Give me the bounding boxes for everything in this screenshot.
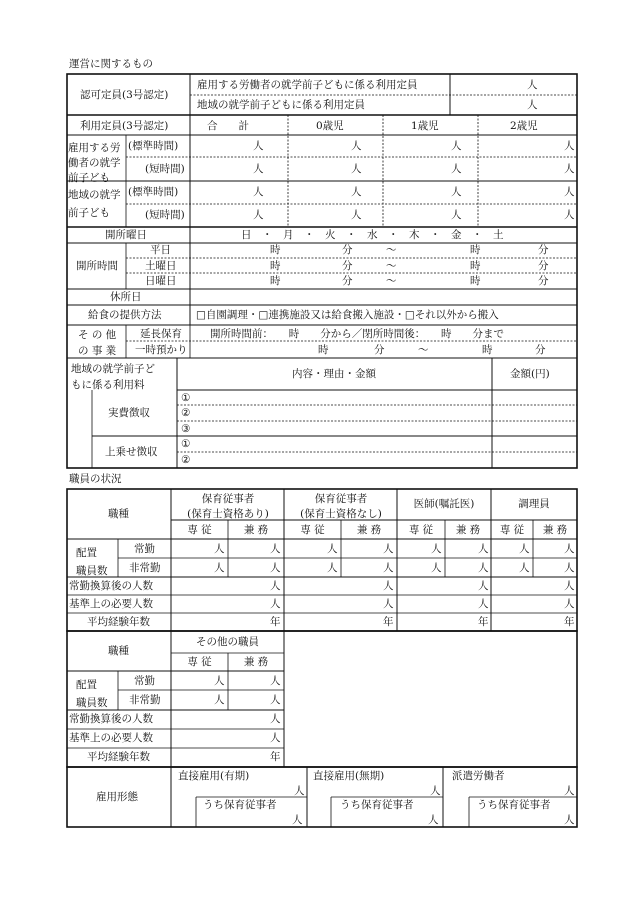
col-doctor: 医師(嘱託医) <box>413 498 475 510</box>
unit-label: 人 <box>253 209 264 221</box>
unit-label: 人 <box>383 598 394 610</box>
other-business-line: の 事 業 <box>78 344 117 357</box>
nursery-worker-sub-label: うち保育従事者 <box>340 799 414 811</box>
unit-label: 人 <box>253 186 264 198</box>
temporary-care-label: 一時預かり <box>135 344 188 356</box>
group2-line: 前子ども <box>68 206 110 219</box>
weekday-label: 平日 <box>150 244 171 256</box>
avg-years-label: 平均経験年数 <box>87 616 150 628</box>
extended-care-label: 延長保育 <box>140 328 182 340</box>
hour-unit: 時 <box>270 260 281 272</box>
unit-label: 人 <box>431 562 442 574</box>
nursery-worker-sub-label: うち保育従事者 <box>477 799 551 811</box>
unit-label: 人 <box>564 814 575 826</box>
unit-label: 人 <box>527 79 538 91</box>
group1-line: 前子ども <box>68 172 110 185</box>
unit-label: 人 <box>214 675 225 687</box>
unit-label: 人 <box>564 562 575 574</box>
minute-unit: 分 <box>538 260 549 272</box>
unit-label: 人 <box>564 209 575 221</box>
fulltime-label: 常勤 <box>134 543 155 555</box>
concurrent: 兼 務 <box>542 524 568 536</box>
col-line: (保育士資格あり) <box>187 507 269 520</box>
surcharge-label: 上乗せ徴収 <box>105 446 158 458</box>
dispatched-label: 派遣労働者 <box>452 770 505 782</box>
riyou-col-total: 合 計 <box>207 120 249 132</box>
fulltime-dedicated: 専 従 <box>499 524 525 536</box>
minute-unit: 分 <box>538 275 549 287</box>
unit-label: 人 <box>478 598 489 610</box>
item-number: ② <box>181 454 191 466</box>
sunday-label: 日曜日 <box>145 275 177 287</box>
parttime-label: 非常勤 <box>129 694 161 706</box>
hour-unit: 時 <box>318 344 329 356</box>
nintei-row1-label: 雇用する労働者の就学前子どもに係る利用定員 <box>197 79 418 91</box>
unit-label: 人 <box>253 140 264 152</box>
staff-count-line: 配置 <box>76 547 97 559</box>
fte-label: 常勤換算後の人数 <box>69 713 153 725</box>
minute-unit: 分 <box>342 260 353 272</box>
section1-heading: 運営に関するもの <box>69 58 153 70</box>
unit-label: 人 <box>564 186 575 198</box>
unit-label: 人 <box>214 562 225 574</box>
col-other-staff: その他の職員 <box>196 636 259 648</box>
concurrent: 兼 務 <box>455 524 481 536</box>
parttime-label: 非常勤 <box>129 562 161 574</box>
unit-label: 人 <box>270 580 281 592</box>
year-unit: 年 <box>270 616 281 628</box>
concurrent: 兼 務 <box>356 524 382 536</box>
other-business-label <box>78 328 116 360</box>
unit-label: 人 <box>351 209 362 221</box>
tilde: 〜 <box>386 260 397 272</box>
avg-years-label: 平均経験年数 <box>87 751 150 763</box>
unit-label: 人 <box>253 163 264 175</box>
group1-label <box>68 141 121 187</box>
minute-unit: 分 <box>538 244 549 256</box>
standard-time-label: (標準時間) <box>128 186 179 198</box>
tilde: 〜 <box>386 244 397 256</box>
hour-unit: 時 <box>470 275 481 287</box>
fulltime-dedicated: 専 従 <box>300 524 325 536</box>
tilde: 〜 <box>418 344 429 356</box>
minute-unit: 分 <box>535 344 546 356</box>
unit-label: 人 <box>270 675 281 687</box>
hour-unit: 時 <box>470 244 481 256</box>
unit-label: 人 <box>351 186 362 198</box>
actual-cost-label: 実費徴収 <box>108 407 150 419</box>
unit-label: 人 <box>451 140 462 152</box>
col-cook: 調理員 <box>518 498 550 510</box>
unit-label: 人 <box>351 163 362 175</box>
minute-unit: 分 <box>342 275 353 287</box>
unit-label: 人 <box>478 543 489 555</box>
unit-label: 人 <box>430 785 441 797</box>
nintei-row2-label: 地域の就学前子どもに係る利用定員 <box>197 99 365 111</box>
open-days-label: 開所曜日 <box>105 229 147 241</box>
unit-label: 人 <box>564 543 575 555</box>
staff-count-line: 職員数 <box>76 696 108 709</box>
unit-label: 人 <box>564 140 575 152</box>
hour-unit: 時 <box>470 260 481 272</box>
staff-count-line: 配置 <box>76 679 97 691</box>
year-unit: 年 <box>270 751 281 763</box>
standard-time-label: (標準時間) <box>128 140 179 152</box>
concurrent: 兼 務 <box>243 656 269 668</box>
job-type-header: 職種 <box>108 508 129 520</box>
unit-label: 人 <box>327 543 338 555</box>
meal-label: 給食の提供方法 <box>88 309 162 321</box>
year-unit: 年 <box>478 616 489 628</box>
unit-label: 人 <box>351 140 362 152</box>
riyou-label: 利用定員(3号認定) <box>80 120 169 132</box>
unit-label: 人 <box>214 543 225 555</box>
col-line: 保育従事者 <box>314 493 368 505</box>
unit-label: 人 <box>451 163 462 175</box>
unit-label: 人 <box>478 562 489 574</box>
open-hours-label: 開所時間 <box>76 260 118 272</box>
unit-label: 人 <box>564 598 575 610</box>
nintei-label: 認可定員(3号認定) <box>80 89 169 101</box>
unit-label: 人 <box>270 562 281 574</box>
item-number: ① <box>181 438 191 450</box>
hour-unit: 時 <box>270 244 281 256</box>
riyou-col-age1: 1歳児 <box>411 120 439 132</box>
unit-label: 人 <box>478 580 489 592</box>
fee-content-header: 内容・理由・金額 <box>292 368 376 380</box>
fulltime-label: 常勤 <box>134 675 155 687</box>
unit-label: 人 <box>451 186 462 198</box>
fee-label-line: もに係る利用料 <box>71 378 145 391</box>
employment-type-label: 雇用形態 <box>96 791 138 803</box>
tilde: 〜 <box>386 275 397 287</box>
short-time-label: (短時間) <box>145 209 185 221</box>
year-unit: 年 <box>383 616 394 628</box>
unit-label: 人 <box>270 694 281 706</box>
concurrent: 兼 務 <box>243 524 269 536</box>
meal-options: □自園調理・□連携施設又は給食搬入施設・□それ以外から搬入 <box>196 309 499 321</box>
section2-heading: 職員の状況 <box>69 473 122 485</box>
hour-unit: 時 <box>482 344 493 356</box>
unit-label: 人 <box>564 785 575 797</box>
staff-count-label <box>76 677 108 713</box>
direct-fixed-term-label: 直接雇用(有期) <box>178 770 250 782</box>
minute-unit: 分 <box>374 344 385 356</box>
fee-label <box>71 362 155 394</box>
unit-label: 人 <box>294 785 305 797</box>
short-time-label: (短時間) <box>145 163 185 175</box>
fee-amount-header: 金額(円) <box>510 368 550 380</box>
unit-label: 人 <box>527 99 538 111</box>
minute-unit: 分 <box>342 244 353 256</box>
hour-unit: 時 <box>270 275 281 287</box>
group2-line: 地域の就学 <box>68 189 121 201</box>
unit-label: 人 <box>270 713 281 725</box>
required-label: 基準上の必要人数 <box>69 732 153 744</box>
closed-days-label: 休所日 <box>110 291 142 303</box>
item-number: ① <box>181 392 191 404</box>
saturday-label: 土曜日 <box>145 260 177 272</box>
col-line: 保育従事者 <box>201 493 255 505</box>
fte-label: 常勤換算後の人数 <box>69 580 153 592</box>
unit-label: 人 <box>564 580 575 592</box>
item-number: ② <box>181 407 191 419</box>
unit-label: 人 <box>428 814 439 826</box>
unit-label: 人 <box>270 732 281 744</box>
unit-label: 人 <box>327 562 338 574</box>
col-nursery-unqualified <box>287 492 395 521</box>
job-type-header: 職種 <box>108 645 129 657</box>
unit-label: 人 <box>292 814 303 826</box>
direct-permanent-label: 直接雇用(無期) <box>313 770 385 782</box>
unit-label: 人 <box>431 543 442 555</box>
fulltime-dedicated: 専 従 <box>187 656 212 668</box>
nursery-worker-sub-label: うち保育従事者 <box>203 799 277 811</box>
unit-label: 人 <box>214 694 225 706</box>
group1-line: 雇用する労 <box>68 142 121 154</box>
fulltime-dedicated: 専 従 <box>187 524 212 536</box>
extended-care-hours: 開所時間前： 時 分から／閉所時間後： 時 分まで <box>210 328 504 340</box>
unit-label: 人 <box>519 562 530 574</box>
col-line: (保育士資格なし) <box>300 507 382 520</box>
unit-label: 人 <box>270 598 281 610</box>
fee-label-line: 地域の就学前子ど <box>71 363 155 375</box>
unit-label: 人 <box>383 562 394 574</box>
unit-label: 人 <box>519 543 530 555</box>
staff-count-label <box>76 545 108 581</box>
col-nursery-qualified <box>174 492 282 521</box>
item-number: ③ <box>181 423 191 435</box>
open-days-value: 日 ・ 月 ・ 火 ・ 水 ・ 木 ・ 金 ・ 土 <box>241 229 504 241</box>
riyou-col-age0: 0歳児 <box>316 120 344 132</box>
unit-label: 人 <box>383 580 394 592</box>
unit-label: 人 <box>383 543 394 555</box>
fulltime-dedicated: 専 従 <box>408 524 434 536</box>
riyou-col-age2: 2歳児 <box>510 120 538 132</box>
year-unit: 年 <box>564 616 575 628</box>
group2-label <box>68 187 121 223</box>
group1-line: 働者の就学 <box>68 157 121 170</box>
other-business-line: そ の 他 <box>78 329 117 341</box>
unit-label: 人 <box>451 209 462 221</box>
unit-label: 人 <box>564 163 575 175</box>
staff-count-line: 職員数 <box>76 564 108 577</box>
required-label: 基準上の必要人数 <box>69 598 153 610</box>
unit-label: 人 <box>270 543 281 555</box>
